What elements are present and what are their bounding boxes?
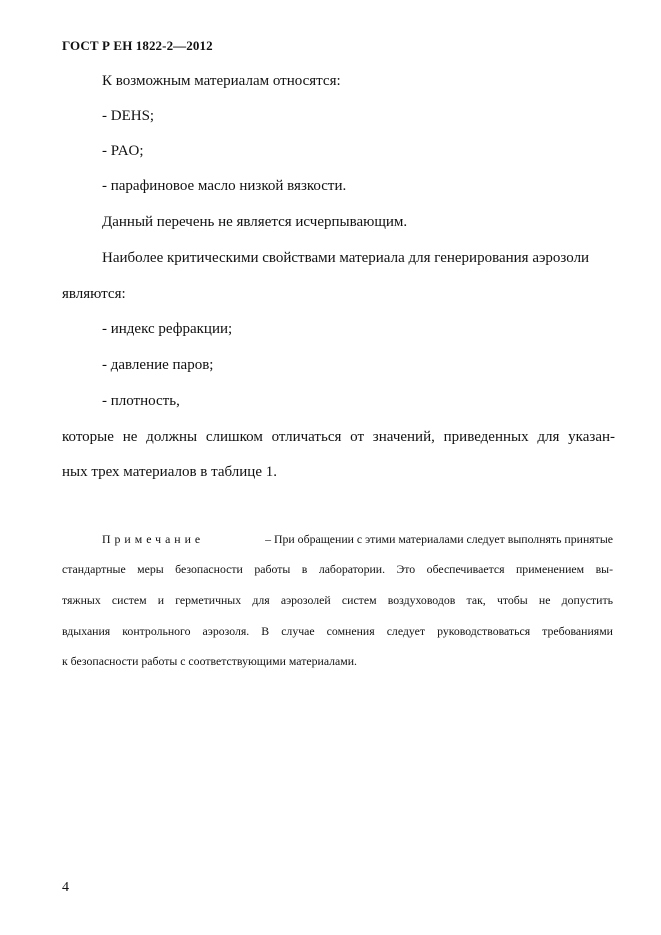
body-line-paraffin-oil: - парафиновое масло низкой вязкости. (102, 178, 347, 194)
note-first-line-text: – При обращении с этими материалами следует выполнять принятые (265, 532, 613, 546)
body-line-materials-intro: К возможным материалам относятся: (102, 73, 341, 89)
body-line-not-exhaustive: Данный перечень не является исчерпывающим. (102, 214, 408, 230)
body-line-density: - плотность, (102, 393, 180, 409)
body-line-table-reference: ных трех материалов в таблице 1. (62, 464, 277, 480)
note-line-5: к безопасности работы с соответствующими материалами. (62, 654, 358, 668)
body-line-critical-properties: Наиболее критическими свойствами материала для генерирования аэрозоли (102, 250, 590, 266)
note-line-3: тяжных систем и герметичных для аэрозолей систем воздуховодов так, чтобы не допустить (62, 593, 613, 607)
note-label: Примечание (102, 532, 205, 546)
body-line-pao: - PAO; (102, 143, 144, 159)
page-number: 4 (62, 880, 69, 895)
body-line-are: являются: (62, 286, 126, 302)
body-line-dehs: - DEHS; (102, 108, 155, 124)
note-line-4: вдыхания контрольного аэрозоля. В случае сомнения следует руководствоваться требованиями (62, 624, 613, 638)
body-line-refractive-index: - индекс рефракции; (102, 321, 233, 337)
document-header: ГОСТ Р ЕН 1822-2—2012 (62, 38, 213, 53)
body-line-vapor-pressure: - давление паров; (102, 357, 214, 373)
note-line-2: стандартные меры безопасности работы в лаборатории. Это обеспечивается применением вы- (62, 562, 613, 576)
note-first-line (102, 532, 613, 546)
body-line-should-not-differ: которые не должны слишком отличаться от значений, приведенных для указан- (62, 429, 615, 445)
